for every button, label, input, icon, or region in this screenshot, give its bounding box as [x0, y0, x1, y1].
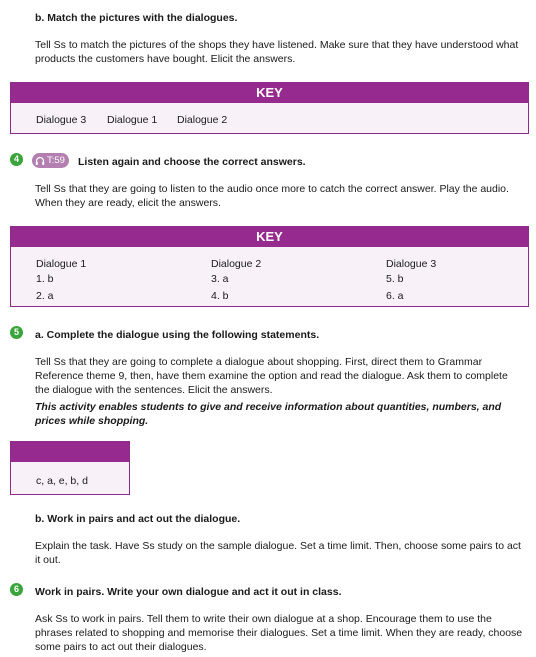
audio-track-badge[interactable]: [32, 153, 69, 168]
section-6-number: 6: [10, 583, 23, 596]
key-2-column-2: [211, 257, 261, 303]
key-2-answer-line: 5. b: [386, 273, 404, 285]
key-box-2: [10, 226, 529, 307]
headphones-icon: [35, 156, 45, 166]
key-2-answer-line: 3. a: [211, 273, 229, 285]
key-2-answer-line: 1. b: [36, 273, 54, 285]
section-5b-heading: b. Work in pairs and act out the dialogue.: [35, 513, 241, 525]
section-4-number: 4: [10, 153, 23, 166]
section-b-paragraph: Tell Ss to match the pictures of the shops they have listened. Make sure that they have understood what products the customers have bought. Elicit the answers.: [35, 39, 519, 65]
key-2-answer-line: 4. b: [211, 290, 229, 302]
section-5a-heading: a. Complete the dialogue using the following statements.: [35, 329, 320, 341]
section-b-heading: b. Match the pictures with the dialogues.: [35, 12, 238, 24]
key-box-2-title: KEY: [11, 227, 528, 247]
key-2-column-3: [386, 257, 436, 303]
key-1-answer-1: Dialogue 3: [36, 114, 87, 126]
key-2-column-title: Dialogue 3: [386, 258, 437, 270]
key-1-answer-2: Dialogue 1: [107, 114, 158, 126]
key-box-1-title: KEY: [11, 83, 528, 103]
key-box-3-bar: [11, 442, 129, 462]
section-6-heading: Work in pairs. Write your own dialogue and act it out in class.: [35, 586, 342, 598]
key-2-answer-line: 2. a: [36, 290, 54, 302]
key-2-answer-line: 6. a: [386, 290, 404, 302]
key-2-column-title: Dialogue 1: [36, 258, 87, 270]
key-2-column-1: [36, 257, 86, 303]
section-5b-paragraph: Explain the task. Have Ss study on the sample dialogue. Set a time limit. Then, choose some pairs to act it out.: [35, 540, 521, 566]
section-5a-paragraph: Tell Ss that they are going to complete a dialogue about shopping. First, direct them to Grammar Reference theme 9, then, have them examine the option and read the dialogue. Ask them to complete the dialogue with the sentences. Elicit the answers.: [35, 356, 508, 396]
key-2-column-title: Dialogue 2: [211, 258, 262, 270]
audio-track-label: T:59: [47, 155, 65, 166]
key-3-answer: c, a, e, b, d: [36, 475, 88, 487]
section-4-heading: Listen again and choose the correct answers.: [78, 156, 306, 168]
section-5-number: 5: [10, 326, 23, 339]
key-box-3: [10, 441, 130, 495]
section-4-paragraph: Tell Ss that they are going to listen to the audio once more to catch the correct answer. Play the audio. When they are ready, elicit the answers.: [35, 183, 509, 209]
key-box-1: [10, 82, 529, 134]
section-6-paragraph: Ask Ss to work in pairs. Tell them to write their own dialogue at a shop. Encourage them to use the phrases related to shopping and memorise their dialogues. Set a time limit. When they are ready, choose some pairs to act out their dialogues.: [35, 613, 523, 653]
key-1-answer-3: Dialogue 2: [177, 114, 228, 126]
section-5a-italic-note: This activity enables students to give and receive information about quantities, numbers, and prices while shopping.: [35, 401, 502, 427]
